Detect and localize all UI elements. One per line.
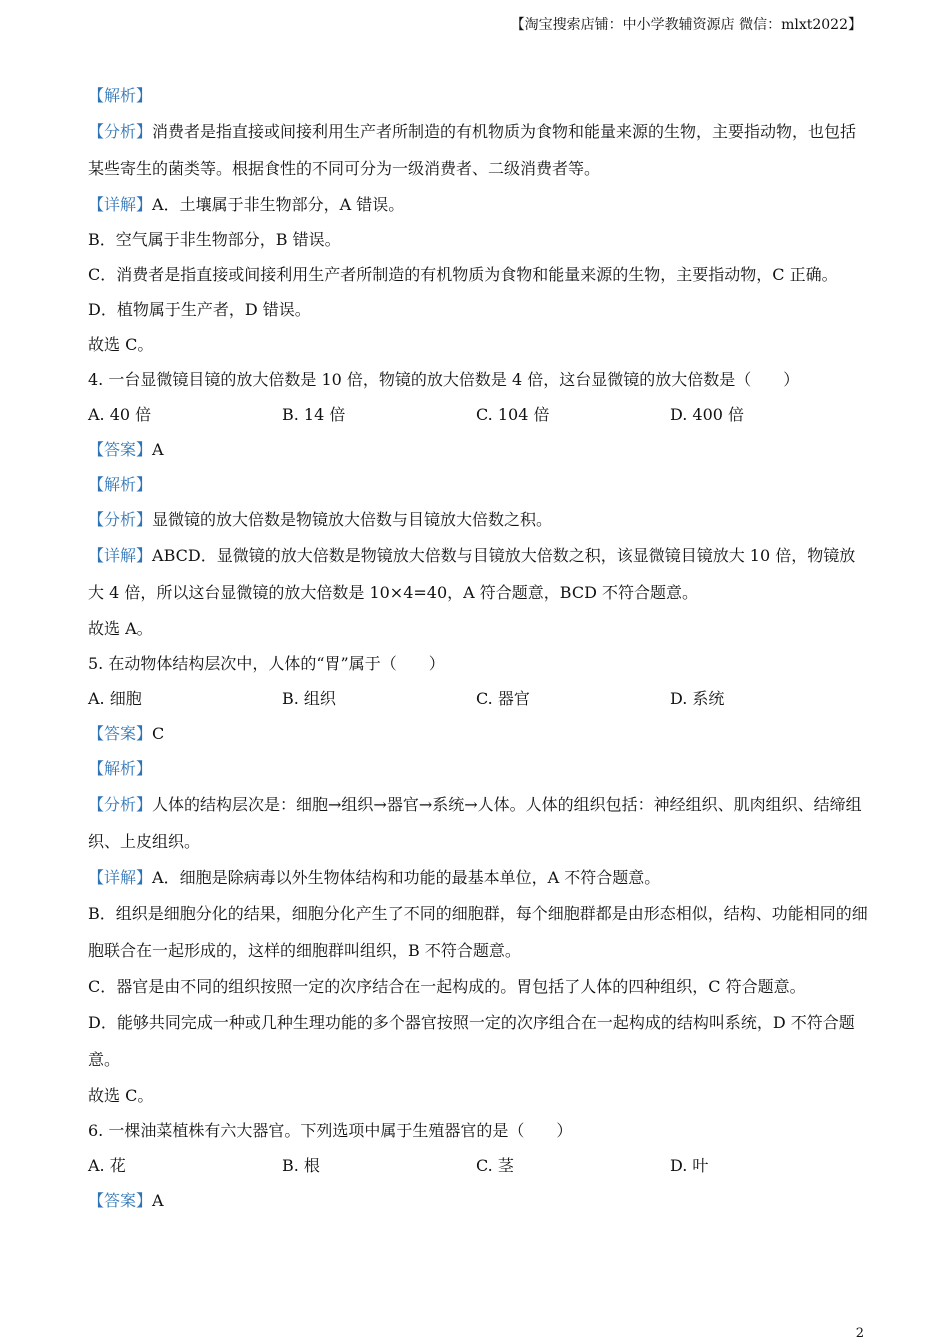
option-item: C. 器官 [476,689,530,708]
text-line [88,895,868,969]
line-text: 显微镜的放大倍数是物镜放大倍数与目镜放大倍数之积。 [152,510,553,529]
option-item: D. 叶 [670,1156,709,1175]
page-header: 【淘宝搜索店铺：中小学教辅资源店 微信：mlxt2022】 [510,17,862,33]
text-line [88,432,868,467]
text-line [88,292,868,327]
line-text: D．植物属于生产者，D 错误。 [88,300,311,319]
section-tag: 【分析】 [88,122,153,141]
text-line [88,1078,868,1113]
text-line [88,646,868,681]
text-line [88,751,868,786]
text-line [88,187,868,222]
text-line [88,362,868,397]
line-text: 故选 C。 [88,335,154,354]
section-tag: 【答案】 [88,440,153,459]
option-item: B. 根 [282,1156,320,1175]
section-tag: 【分析】 [88,795,153,814]
line-text: 4. 一台显微镜目镜的放大倍数是 10 倍，物镜的放大倍数是 4 倍，这台显微镜的放大倍数是（ ） [88,370,800,389]
section-tag: 【解析】 [88,86,153,105]
page-number: 2 [855,1326,864,1341]
line-text: B．空气属于非生物部分，B 错误。 [88,230,341,249]
option-item: D. 400 倍 [670,405,745,424]
line-text: A [152,1191,164,1210]
text-line [88,222,868,257]
text-line [88,860,868,895]
line-text: C．消费者是指直接或间接利用生产者所制造的有机物质为食物和能量来源的生物，主要指动物，C 正确。 [88,265,838,284]
section-tag: 【解析】 [88,475,153,494]
text-line [88,611,868,646]
text-line [88,786,868,860]
options-row [88,397,868,432]
line-text: ABCD．显微镜的放大倍数是物镜放大倍数与目镜放大倍数之积，该显微镜目镜放大 10 倍，物镜放大 4 倍，所以这台显微镜的放大倍数是 10×4=40，A 符合题意，BCD 不符合题意。 [88,546,856,602]
line-text: D．能够共同完成一种或几种生理功能的多个器官按照一定的次序组合在一起构成的结构叫系统，D 不符合题意。 [88,1013,855,1069]
line-text: 5. 在动物体结构层次中，人体的“胃”属于（ ） [88,654,445,673]
text-line [88,1183,868,1218]
line-text: A [152,440,164,459]
option-item: A. 细胞 [88,689,142,708]
option-item: A. 40 倍 [88,405,152,424]
section-tag: 【答案】 [88,1191,153,1210]
text-line [88,257,868,292]
text-line [88,327,868,362]
line-text: A．土壤属于非生物部分，A 错误。 [152,195,405,214]
document-body [88,78,868,1218]
text-line [88,1113,868,1148]
line-text: A．细胞是除病毒以外生物体结构和功能的最基本单位，A 不符合题意。 [152,868,661,887]
text-line [88,467,868,502]
section-tag: 【分析】 [88,510,153,529]
line-text: 故选 C。 [88,1086,154,1105]
text-line [88,969,868,1004]
line-text: 人体的结构层次是：细胞→组织→器官→系统→人体。人体的组织包括：神经组织、肌肉组织、结缔组织、上皮组织。 [88,795,862,851]
section-tag: 【详解】 [88,546,153,565]
section-tag: 【解析】 [88,759,153,778]
text-line [88,537,868,611]
line-text: 6. 一棵油菜植株有六大器官。下列选项中属于生殖器官的是（ ） [88,1121,573,1140]
option-item: C. 104 倍 [476,405,550,424]
section-tag: 【答案】 [88,724,153,743]
line-text: C [152,724,165,743]
line-text: C．器官是由不同的组织按照一定的次序结合在一起构成的。胃包括了人体的四种组织，C 符合题意。 [88,977,806,996]
section-tag: 【详解】 [88,195,153,214]
line-text: B．组织是细胞分化的结果，细胞分化产生了不同的细胞群，每个细胞群都是由形态相似，结构、功能相同的细胞联合在一起形成的，这样的细胞群叫组织，B 不符合题意。 [88,904,868,960]
section-tag: 【详解】 [88,868,153,887]
option-item: B. 组织 [282,689,336,708]
options-row [88,681,868,716]
option-item: A. 花 [88,1156,126,1175]
text-line [88,502,868,537]
text-line [88,78,868,113]
line-text: 消费者是指直接或间接利用生产者所制造的有机物质为食物和能量来源的生物，主要指动物，也包括某些寄生的菌类等。根据食性的不同可分为一级消费者、二级消费者等。 [88,122,857,178]
text-line [88,1004,868,1078]
option-item: D. 系统 [670,689,725,708]
text-line [88,716,868,751]
line-text: 故选 A。 [88,619,153,638]
options-row [88,1148,868,1183]
text-line [88,113,868,187]
option-item: C. 茎 [476,1156,514,1175]
option-item: B. 14 倍 [282,405,346,424]
